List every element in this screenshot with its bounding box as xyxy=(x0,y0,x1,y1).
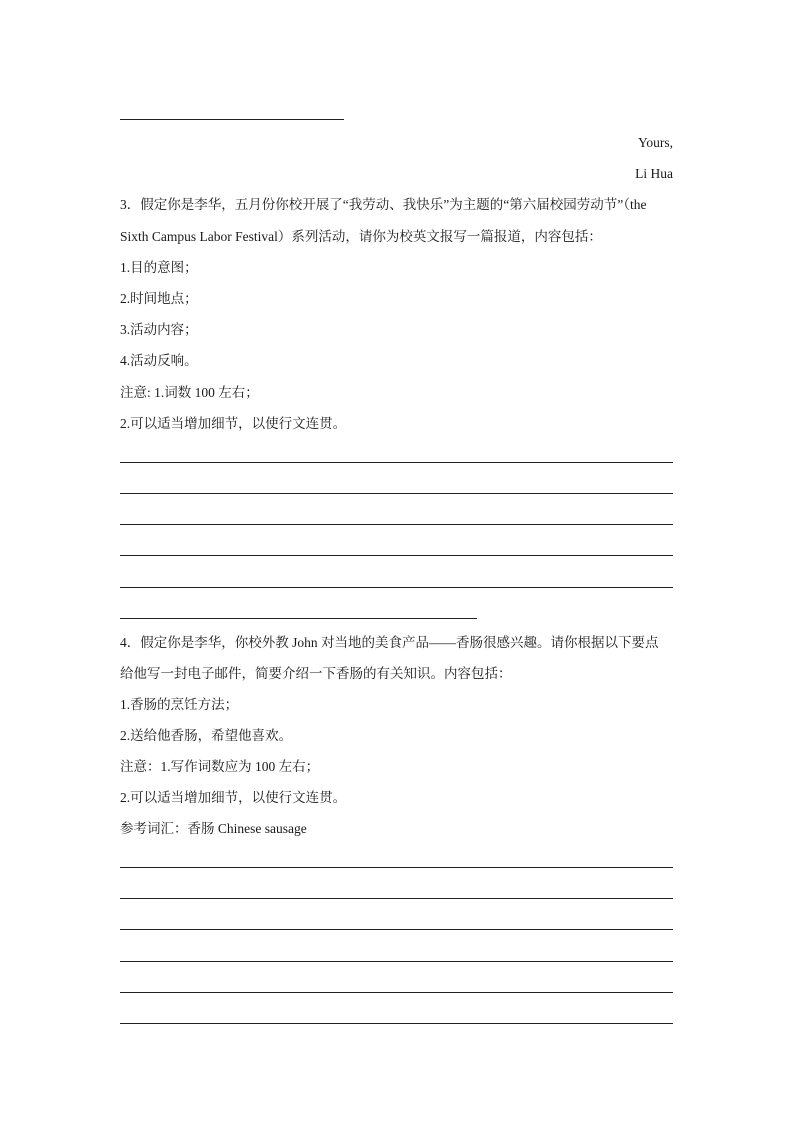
answer-line xyxy=(120,462,673,463)
answer-line xyxy=(120,493,673,494)
answer-line xyxy=(120,119,344,120)
task3-title-line2: Sixth Campus Labor Festival）系列活动，请你为校英文报写一篇报道，内容包括： xyxy=(120,229,602,244)
answer-line xyxy=(120,555,673,556)
task3-point-4: 4.活动反响。 xyxy=(120,353,198,368)
letter-closing-name: Li Hua xyxy=(635,166,673,181)
answer-line xyxy=(120,867,673,868)
task3-point-1: 1.目的意图； xyxy=(120,260,198,275)
answer-line xyxy=(120,524,673,525)
task3-note-1: 注意: 1.词数 100 左右； xyxy=(120,385,259,400)
task4-note-1: 注意：1.写作词数应为 100 左右； xyxy=(120,759,320,774)
task4-note-2: 2.可以适当增加细节，以使行文连贯。 xyxy=(120,790,347,805)
answer-line xyxy=(120,618,477,619)
task3-note-2: 2.可以适当增加细节，以使行文连贯。 xyxy=(120,416,347,431)
answer-line xyxy=(120,587,673,588)
answer-line xyxy=(120,961,673,962)
task3-point-2: 2.时间地点； xyxy=(120,291,198,306)
answer-line xyxy=(120,1023,673,1024)
task4-point-1: 1.香肠的烹饪方法； xyxy=(120,697,239,712)
answer-line xyxy=(120,929,673,930)
answer-line xyxy=(120,898,673,899)
task4-title-line2: 给他写一封电子邮件，简要介绍一下香肠的有关知识。内容包括： xyxy=(120,666,512,681)
task4-point-2: 2.送给他香肠，希望他喜欢。 xyxy=(120,728,293,743)
task4-vocab: 参考词汇：香肠 Chinese sausage xyxy=(120,821,307,836)
answer-line xyxy=(120,992,673,993)
task3-point-3: 3.活动内容； xyxy=(120,322,198,337)
task4-title-line1: 4．假定你是李华，你校外教 John 对当地的美食产品——香肠很感兴趣。请你根据以下要点 xyxy=(120,635,659,650)
letter-closing-yours: Yours, xyxy=(637,135,673,150)
task3-title-line1: 3．假定你是李华，五月份你校开展了“我劳动、我快乐”为主题的“第六届校园劳动节”（the xyxy=(120,197,647,212)
